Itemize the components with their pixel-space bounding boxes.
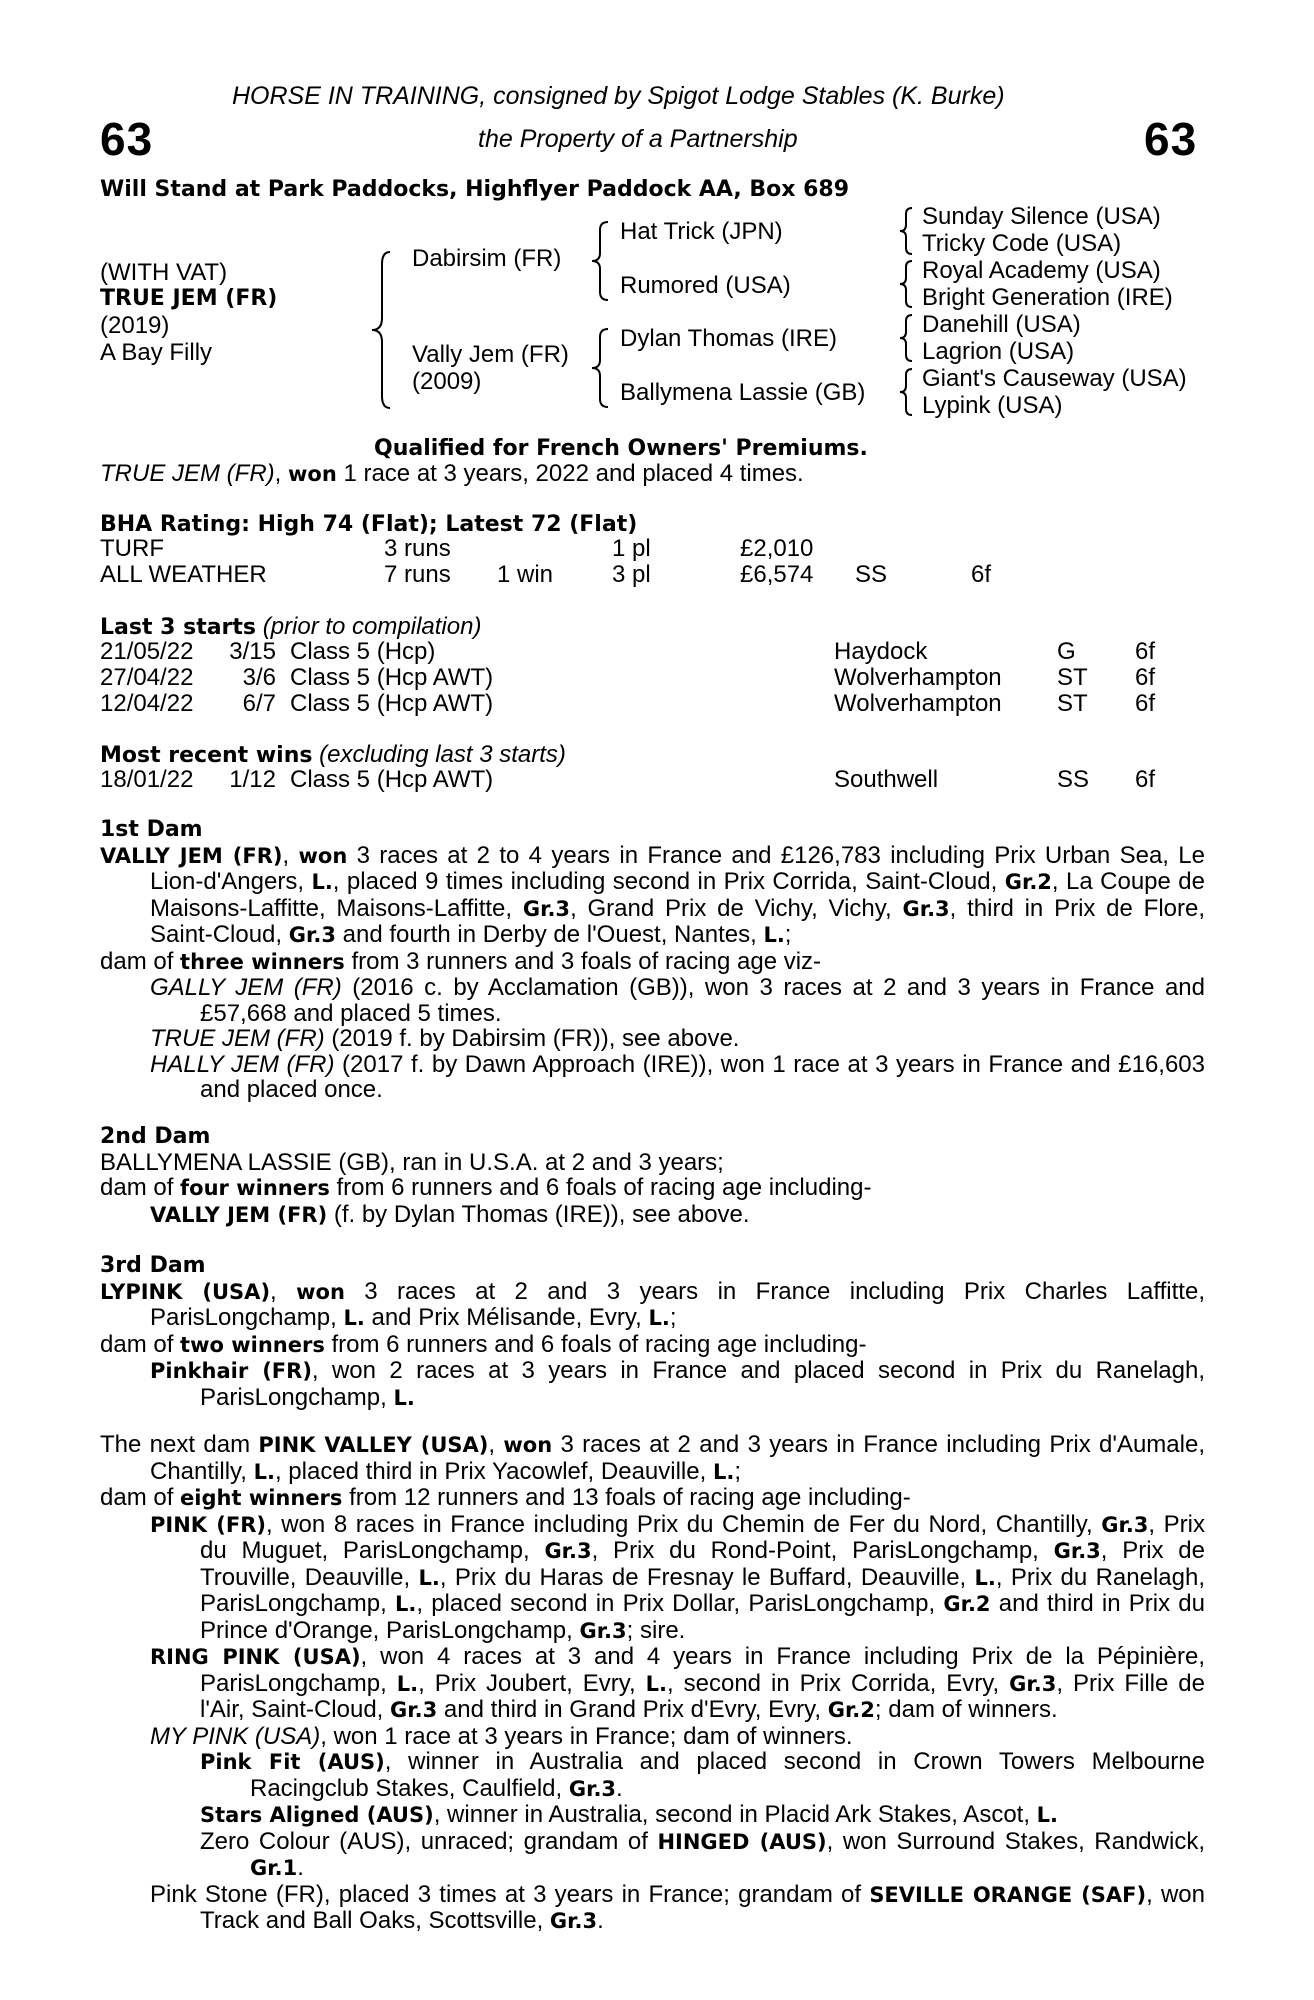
text-run: three winners	[180, 949, 345, 974]
text-run: Gr.3	[1053, 1539, 1101, 1563]
second-dam-heading: 2nd Dam	[100, 1124, 211, 1149]
third-dam-section	[100, 1253, 1205, 1411]
text-run: ; sire.	[626, 1616, 686, 1644]
last-starts-table	[100, 639, 1175, 717]
third-dam-heading: 3rd Dam	[100, 1253, 206, 1278]
cell-surface: TURF	[100, 535, 164, 562]
text-run: L.	[396, 1671, 419, 1696]
text-run: L.	[1036, 1803, 1059, 1827]
text-run: (2019 f. by Dabirsim (FR)), see above.	[324, 1025, 740, 1052]
cell-course: Southwell	[834, 766, 939, 793]
cell-going: ST	[1057, 664, 1088, 691]
last-starts-heading: Last 3 starts (prior to compilation)	[100, 613, 482, 640]
pedigree-brace-dam	[588, 327, 614, 409]
text-run: won	[296, 1279, 345, 1304]
text-run: , Prix Fille de l'Air, Saint-Cloud,	[200, 1669, 1206, 1723]
text-run: L.	[393, 1385, 415, 1410]
second-dam-progeny	[100, 1202, 1205, 1229]
pedigree-brace-ss	[896, 206, 916, 256]
text-run: Gr.2	[943, 1592, 991, 1616]
text-run: ;	[784, 921, 792, 948]
text-run: four winners	[180, 1176, 330, 1200]
text-run: , placed second in Prix Dollar, ParisLongchamp,	[416, 1590, 944, 1617]
text-run: , won 1 race at 3 years in France; dam of winners.	[320, 1722, 853, 1750]
foaling-year: (2019)	[100, 312, 170, 339]
pedigree-brace-main	[368, 250, 398, 410]
pedigree-ddd: Lypink (USA)	[922, 392, 1063, 419]
lot-number-right: 63	[1144, 113, 1198, 165]
next-dam-produce	[100, 1485, 1205, 1512]
next-dam-record	[100, 1432, 1205, 1485]
text-run: LYPINK (USA)	[100, 1279, 271, 1304]
text-run: , Prix Joubert, Evry,	[418, 1669, 646, 1697]
cell-going: SS	[1057, 766, 1090, 793]
table-row	[100, 562, 1021, 588]
cell-date: 12/04/22	[100, 690, 194, 717]
text-run: , winner in Australia and placed second in Crown Towers Melbourne Racingclub Stakes, Caulfield,	[250, 1748, 1205, 1802]
cell-race: Class 5 (Hcp AWT)	[290, 690, 494, 717]
cell-race: Class 5 (Hcp AWT)	[290, 766, 494, 793]
cell-prize: £6,574	[740, 561, 814, 588]
text-run: dam of	[100, 1330, 181, 1358]
cell-wins: 1 win	[497, 561, 554, 588]
pedigree-brace-sd	[896, 259, 916, 309]
table-row	[100, 665, 1175, 691]
cell-going: ST	[1057, 690, 1088, 717]
cell-course: Wolverhampton	[834, 664, 1002, 691]
pedigree-ssd: Tricky Code (USA)	[922, 230, 1122, 257]
second-dam-record	[100, 1150, 1205, 1176]
text-run: , won 4 races at 3 and 4 years in France including Prix de la Pépinière, ParisLongchamp,	[200, 1643, 1205, 1697]
progeny-entry	[100, 1644, 1205, 1724]
second-dam-produce	[100, 1175, 1205, 1202]
recent-wins-table	[100, 767, 1175, 793]
race-summary	[100, 461, 804, 487]
text-run: , second in Prix Corrida, Evry,	[666, 1669, 1010, 1697]
text-run: .	[297, 1854, 304, 1881]
text-run: .	[597, 1907, 604, 1934]
pedigree-dsd: Lagrion (USA)	[922, 338, 1075, 365]
cell-pl: 3 pl	[612, 561, 651, 588]
cell-dist: 6f	[1135, 690, 1156, 717]
text-run: RING PINK (USA)	[150, 1645, 361, 1669]
pedigree-brace-sire	[588, 220, 614, 302]
text-run: .	[616, 1774, 623, 1802]
text-run: 3 races at 2 and 3 years in France including Prix d'Aumale, Chantilly,	[150, 1431, 1205, 1485]
text-run: , Prix du Rond-Point, ParisLongchamp,	[591, 1537, 1054, 1564]
text-run: ,	[488, 1431, 504, 1458]
stand-location: Will Stand at Park Paddocks, Highflyer Paddock AA, Box 689	[100, 177, 850, 202]
horse-name: TRUE JEM (FR)	[100, 286, 278, 311]
table-row	[100, 691, 1175, 717]
text-run: Pinkhair (FR)	[150, 1359, 312, 1383]
cell-pos: 1/12	[229, 766, 276, 793]
progeny-entry	[100, 1749, 1205, 1802]
text-run: ;	[734, 1457, 741, 1485]
text-run: , Prix de Trouville, Deauville,	[200, 1537, 1205, 1591]
text-run: and Prix Mélisande, Evry,	[364, 1304, 649, 1331]
pedigree-dam-year: (2009)	[412, 368, 482, 395]
text-run: (f. by Dylan Thomas (IRE)), see above.	[327, 1200, 750, 1228]
first-dam-progeny	[100, 975, 1205, 1103]
cell-date: 21/05/22	[100, 638, 194, 665]
summary-horse-name: TRUE JEM (FR)	[100, 460, 275, 487]
text-run: , placed third in Prix Yacowlef, Deauville,	[274, 1457, 713, 1485]
cell-pl: 1 pl	[612, 535, 651, 562]
pedigree-sire-dam: Rumored (USA)	[620, 272, 791, 299]
bha-stats-table	[100, 536, 1021, 588]
text-run: dam of	[100, 947, 181, 975]
text-run: from 6 runners and 6 foals of racing age including-	[329, 1174, 872, 1201]
progeny-entry	[100, 1512, 1205, 1645]
text-run: ,	[282, 841, 299, 869]
text-run: PINK (FR)	[150, 1512, 266, 1537]
pedigree-dss: Danehill (USA)	[922, 311, 1081, 338]
text-run: and fourth in Derby de l'Ouest, Nantes,	[335, 921, 764, 948]
first-dam-record	[100, 843, 1205, 949]
text-run: dam of	[100, 1174, 181, 1201]
text-run: , won 2 races at 3 years in France and placed second in Prix du Ranelagh, ParisLongchamp,	[200, 1357, 1205, 1411]
cell-course: Haydock	[834, 638, 928, 665]
text-run: from 3 runners and 3 foals of racing age viz-	[344, 947, 822, 975]
text-run: L.	[343, 1306, 365, 1330]
second-dam-section	[100, 1124, 1205, 1228]
text-run: won	[503, 1433, 553, 1457]
text-run: , Prix du Muguet, ParisLongchamp,	[200, 1510, 1205, 1564]
cell-dist: 6f	[1135, 766, 1156, 793]
cell-going: G	[1057, 638, 1076, 665]
text-run: Zero Colour (AUS), unraced; grandam of	[200, 1827, 658, 1855]
text-run: The next dam	[100, 1431, 259, 1458]
text-run: , placed 9 times including second in Prix Corrida, Saint-Cloud,	[332, 868, 1005, 895]
text-run: from 12 runners and 13 foals of racing age including-	[342, 1484, 911, 1511]
text-run: two winners	[180, 1332, 325, 1357]
text-run: Pink Fit (AUS)	[200, 1750, 385, 1774]
text-run: Gr.3	[549, 1909, 598, 1933]
lot-number-left: 63	[100, 113, 154, 165]
third-dam-produce	[100, 1332, 1205, 1359]
cell-pos: 6/7	[242, 690, 276, 717]
text-run: , Grand Prix de Vichy, Vichy,	[570, 894, 903, 922]
text-run: ; dam of winners.	[874, 1696, 1058, 1723]
cell-date: 27/04/22	[100, 664, 194, 691]
text-run: Gr.1	[250, 1856, 298, 1880]
progeny-entry	[100, 1358, 1205, 1411]
text-run: Gr.2	[1004, 870, 1052, 894]
text-run: L.	[394, 1592, 417, 1616]
text-run: L.	[712, 1459, 735, 1484]
text-run: eight winners	[180, 1486, 343, 1510]
text-run: 3 races at 2 and 3 years in France including Prix Charles Laffitte, ParisLongchamp,	[150, 1277, 1205, 1331]
text-run: VALLY JEM (FR)	[150, 1202, 328, 1227]
cell-dist	[971, 536, 1021, 562]
property-line: the Property of a Partnership	[478, 125, 798, 153]
text-run: won	[298, 843, 348, 868]
text-run: HINGED (AUS)	[657, 1829, 827, 1854]
consignor-line: HORSE IN TRAINING, consigned by Spigot Lodge Stables (K. Burke)	[232, 82, 1005, 110]
third-dam-progeny	[100, 1358, 1205, 1411]
text-run: , won 8 races in France including Prix du Chemin de Fer du Nord, Chantilly,	[265, 1510, 1102, 1538]
progeny-entry	[100, 1829, 1205, 1882]
text-run: Gr.3	[544, 1539, 592, 1563]
text-run: SEVILLE ORANGE (SAF)	[869, 1882, 1147, 1907]
next-dam-section	[100, 1432, 1205, 1935]
pedigree-brace-dd	[896, 367, 916, 417]
progeny-entry	[100, 1052, 1205, 1103]
text-run: Gr.2	[827, 1698, 875, 1722]
text-run: Gr.3	[579, 1618, 627, 1643]
text-run: L.	[645, 1671, 667, 1696]
pedigree-sdd: Bright Generation (IRE)	[922, 284, 1173, 311]
text-run: Gr.3	[1009, 1671, 1057, 1696]
text-run: L.	[974, 1565, 996, 1590]
pedigree-dam: Vally Jem (FR)	[412, 341, 569, 368]
text-run: Gr.3	[902, 896, 950, 921]
cell-dist: 6f	[971, 561, 992, 588]
text-run: , winner in Australia, second in Placid Ark Stakes, Ascot,	[433, 1801, 1037, 1828]
cell-race: Class 5 (Hcp AWT)	[290, 664, 494, 691]
cell-surface: ALL WEATHER	[100, 561, 267, 588]
pedigree-sire-sire: Hat Trick (JPN)	[620, 218, 783, 245]
text-run: BALLYMENA LASSIE (GB), ran in U.S.A. at 2 and 3 years;	[100, 1148, 724, 1176]
cell-date: 18/01/22	[100, 766, 194, 793]
horse-description: A Bay Filly	[100, 339, 213, 366]
cell-race: Class 5 (Hcp)	[290, 638, 436, 665]
text-run: , La Coupe de Maisons-Laffitte, Maisons-Laffitte,	[150, 868, 1205, 922]
text-run: MY PINK (USA)	[150, 1722, 321, 1750]
pedigree-dam-dam: Ballymena Lassie (GB)	[620, 379, 866, 406]
progeny-entry	[100, 1026, 1205, 1052]
pedigree-dds: Giant's Causeway (USA)	[922, 365, 1187, 392]
summary-rest: 1 race at 3 years, 2022 and placed 4 times.	[336, 460, 804, 487]
text-run: HALLY JEM (FR)	[150, 1050, 335, 1078]
first-dam-section	[100, 817, 1205, 1103]
pedigree-dam-sire: Dylan Thomas (IRE)	[620, 325, 837, 352]
text-run: L.	[418, 1565, 440, 1590]
text-run: Pink Stone (FR), placed 3 times at 3 years in France; grandam of	[150, 1880, 870, 1908]
vat-note: (WITH VAT)	[100, 259, 228, 286]
text-run: (2017 f. by Dawn Approach (IRE)), won 1 race at 3 years in France and £16,603 and placed once.	[200, 1050, 1206, 1103]
text-run: VALLY JEM (FR)	[100, 843, 283, 868]
text-run: and third in Grand Prix d'Evry, Evry,	[437, 1696, 828, 1723]
pedigree-sire: Dabirsim (FR)	[412, 245, 562, 272]
cell-runs: 3 runs	[384, 535, 451, 562]
text-run: L.	[648, 1306, 670, 1330]
text-run: Gr.3	[1101, 1512, 1149, 1537]
recent-wins-heading: Most recent wins (excluding last 3 starts)	[100, 741, 566, 768]
text-run: GALLY JEM (FR)	[150, 974, 342, 1001]
text-run: (2016 c. by Acclamation (GB)), won 3 races at 2 and 3 years in France and £57,668 and placed 5 times.	[200, 974, 1205, 1027]
text-run: , Prix du Ranelagh, ParisLongchamp,	[200, 1563, 1205, 1617]
text-run: Gr.3	[568, 1776, 617, 1801]
text-run: , won Track and Ball Oaks, Scottsville,	[200, 1880, 1205, 1934]
progeny-entry	[100, 975, 1205, 1026]
text-run: PINK VALLEY (USA)	[258, 1433, 489, 1457]
cell-pos: 3/15	[229, 638, 276, 665]
text-run: dam of	[100, 1484, 181, 1511]
table-row	[100, 767, 1175, 793]
text-run: L.	[311, 870, 333, 894]
summary-won: won	[288, 462, 337, 486]
pedigree-brace-ds	[896, 313, 916, 363]
first-dam-produce	[100, 949, 1205, 976]
text-run: 3 races at 2 to 4 years in France and £126,783 including Prix Urban Sea, Le Lion-d'Angers,	[150, 841, 1206, 895]
table-row	[100, 536, 1021, 562]
progeny-entry	[100, 1802, 1205, 1829]
text-run: , third in Prix de Flore, Saint-Cloud,	[150, 894, 1206, 948]
premiums-note: Qualified for French Owners' Premiums.	[374, 436, 868, 461]
cell-going	[855, 536, 971, 562]
text-run: from 6 runners and 6 foals of racing age including-	[324, 1330, 867, 1358]
bha-rating: BHA Rating: High 74 (Flat); Latest 72 (Flat)	[100, 512, 638, 537]
text-run: Gr.3	[390, 1698, 438, 1722]
cell-going: SS	[855, 561, 888, 588]
progeny-entry	[100, 1202, 1205, 1229]
progeny-entry	[100, 1882, 1205, 1935]
text-run: TRUE JEM (FR)	[150, 1025, 325, 1052]
text-run: L.	[253, 1459, 275, 1484]
cell-dist: 6f	[1135, 664, 1156, 691]
text-run: ;	[669, 1304, 677, 1331]
text-run: Gr.3	[522, 896, 571, 921]
cell-pos: 3/6	[242, 664, 276, 691]
text-run: and third in Prix du Prince d'Orange, ParisLongchamp,	[200, 1590, 1205, 1644]
text-run: Gr.3	[288, 923, 336, 947]
cell-runs: 7 runs	[384, 561, 451, 588]
next-dam-progeny	[100, 1512, 1205, 1935]
text-run: , won Surround Stakes, Randwick,	[826, 1827, 1205, 1855]
text-run: L.	[763, 923, 785, 947]
text-run: , Prix du Haras de Fresnay le Buffard, Deauville,	[439, 1563, 975, 1591]
progeny-entry	[100, 1724, 1205, 1750]
third-dam-record	[100, 1279, 1205, 1332]
pedigree-sss: Sunday Silence (USA)	[922, 203, 1161, 230]
cell-course: Wolverhampton	[834, 690, 1002, 717]
table-row	[100, 639, 1175, 665]
cell-wins	[497, 536, 612, 562]
pedigree-sds: Royal Academy (USA)	[922, 257, 1161, 284]
cell-prize: £2,010	[740, 535, 814, 562]
summary-sep: ,	[274, 460, 288, 487]
cell-dist: 6f	[1135, 638, 1156, 665]
text-run: ,	[270, 1277, 297, 1305]
text-run: Stars Aligned (AUS)	[200, 1803, 434, 1827]
first-dam-heading: 1st Dam	[100, 817, 203, 842]
